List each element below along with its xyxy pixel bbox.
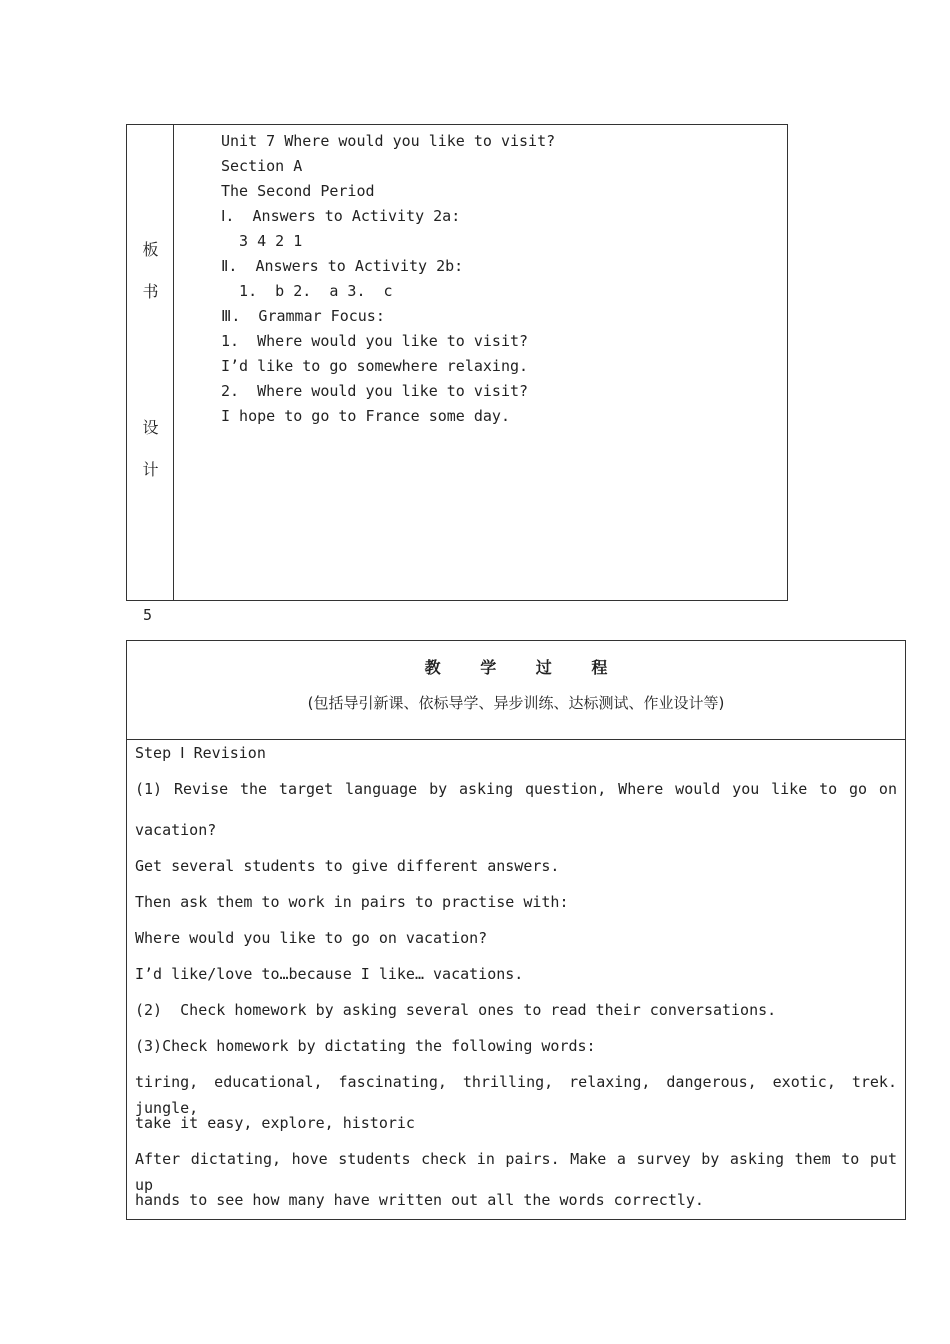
process-line: Step Ⅰ Revision bbox=[135, 744, 266, 762]
process-line: hands to see how many have written out all the words correctly. bbox=[135, 1191, 704, 1209]
process-line: After dictating, hove students check in pairs. Make a survey by asking them to put up bbox=[135, 1150, 897, 1194]
board-line: Unit 7 Where would you like to visit? bbox=[221, 132, 556, 150]
process-line: take it easy, explore, historic bbox=[135, 1114, 415, 1132]
board-line: 1. Where would you like to visit? bbox=[221, 332, 529, 350]
teaching-process-table bbox=[126, 640, 906, 1220]
board-line: Ⅰ. Answers to Activity 2a: bbox=[221, 207, 461, 225]
board-line: Ⅲ. Grammar Focus: bbox=[221, 307, 385, 325]
process-line: tiring, educational, fascinating, thrilling, relaxing, dangerous, exotic, trek. jungle, bbox=[135, 1073, 897, 1117]
board-line: 1. b 2. a 3. c bbox=[221, 282, 393, 300]
process-subtitle: (包括导引新课、依标导学、异步训练、达标测试、作业设计等) bbox=[307, 694, 725, 712]
process-content bbox=[127, 740, 905, 1223]
process-header bbox=[127, 641, 905, 740]
board-line: I hope to go to France some day. bbox=[221, 407, 510, 425]
process-line: Where would you like to go on vacation? bbox=[135, 929, 488, 947]
process-line: (2) Check homework by asking several ones to read their conversations. bbox=[135, 1001, 777, 1019]
board-line: I’d like to go somewhere relaxing. bbox=[221, 357, 529, 375]
process-line: Then ask them to work in pairs to practise with: bbox=[135, 893, 569, 911]
board-line: 3 4 2 1 bbox=[221, 232, 303, 250]
label-char: 书 bbox=[142, 282, 159, 301]
process-line: vacation? bbox=[135, 821, 217, 839]
board-line: Ⅱ. Answers to Activity 2b: bbox=[221, 257, 464, 275]
process-line: (3)Check homework by dictating the following words: bbox=[135, 1037, 596, 1055]
board-design-label bbox=[127, 125, 174, 600]
process-line: I’d like/love to…because I like… vacations. bbox=[135, 965, 524, 983]
board-line: Section A bbox=[221, 157, 303, 175]
board-line: 2. Where would you like to visit? bbox=[221, 382, 529, 400]
board-design-table bbox=[126, 124, 788, 601]
board-line: The Second Period bbox=[221, 182, 375, 200]
process-line: Get several students to give different answers. bbox=[135, 857, 560, 875]
board-content bbox=[221, 129, 555, 429]
page-number: 5 bbox=[143, 606, 153, 624]
label-char: 计 bbox=[142, 460, 159, 479]
process-line: (1) Revise the target language by asking question, Where would you like to go on bbox=[135, 780, 897, 798]
process-title: 教 学 过 程 bbox=[424, 658, 608, 677]
label-char: 板 bbox=[142, 240, 159, 259]
label-char: 设 bbox=[142, 418, 159, 437]
